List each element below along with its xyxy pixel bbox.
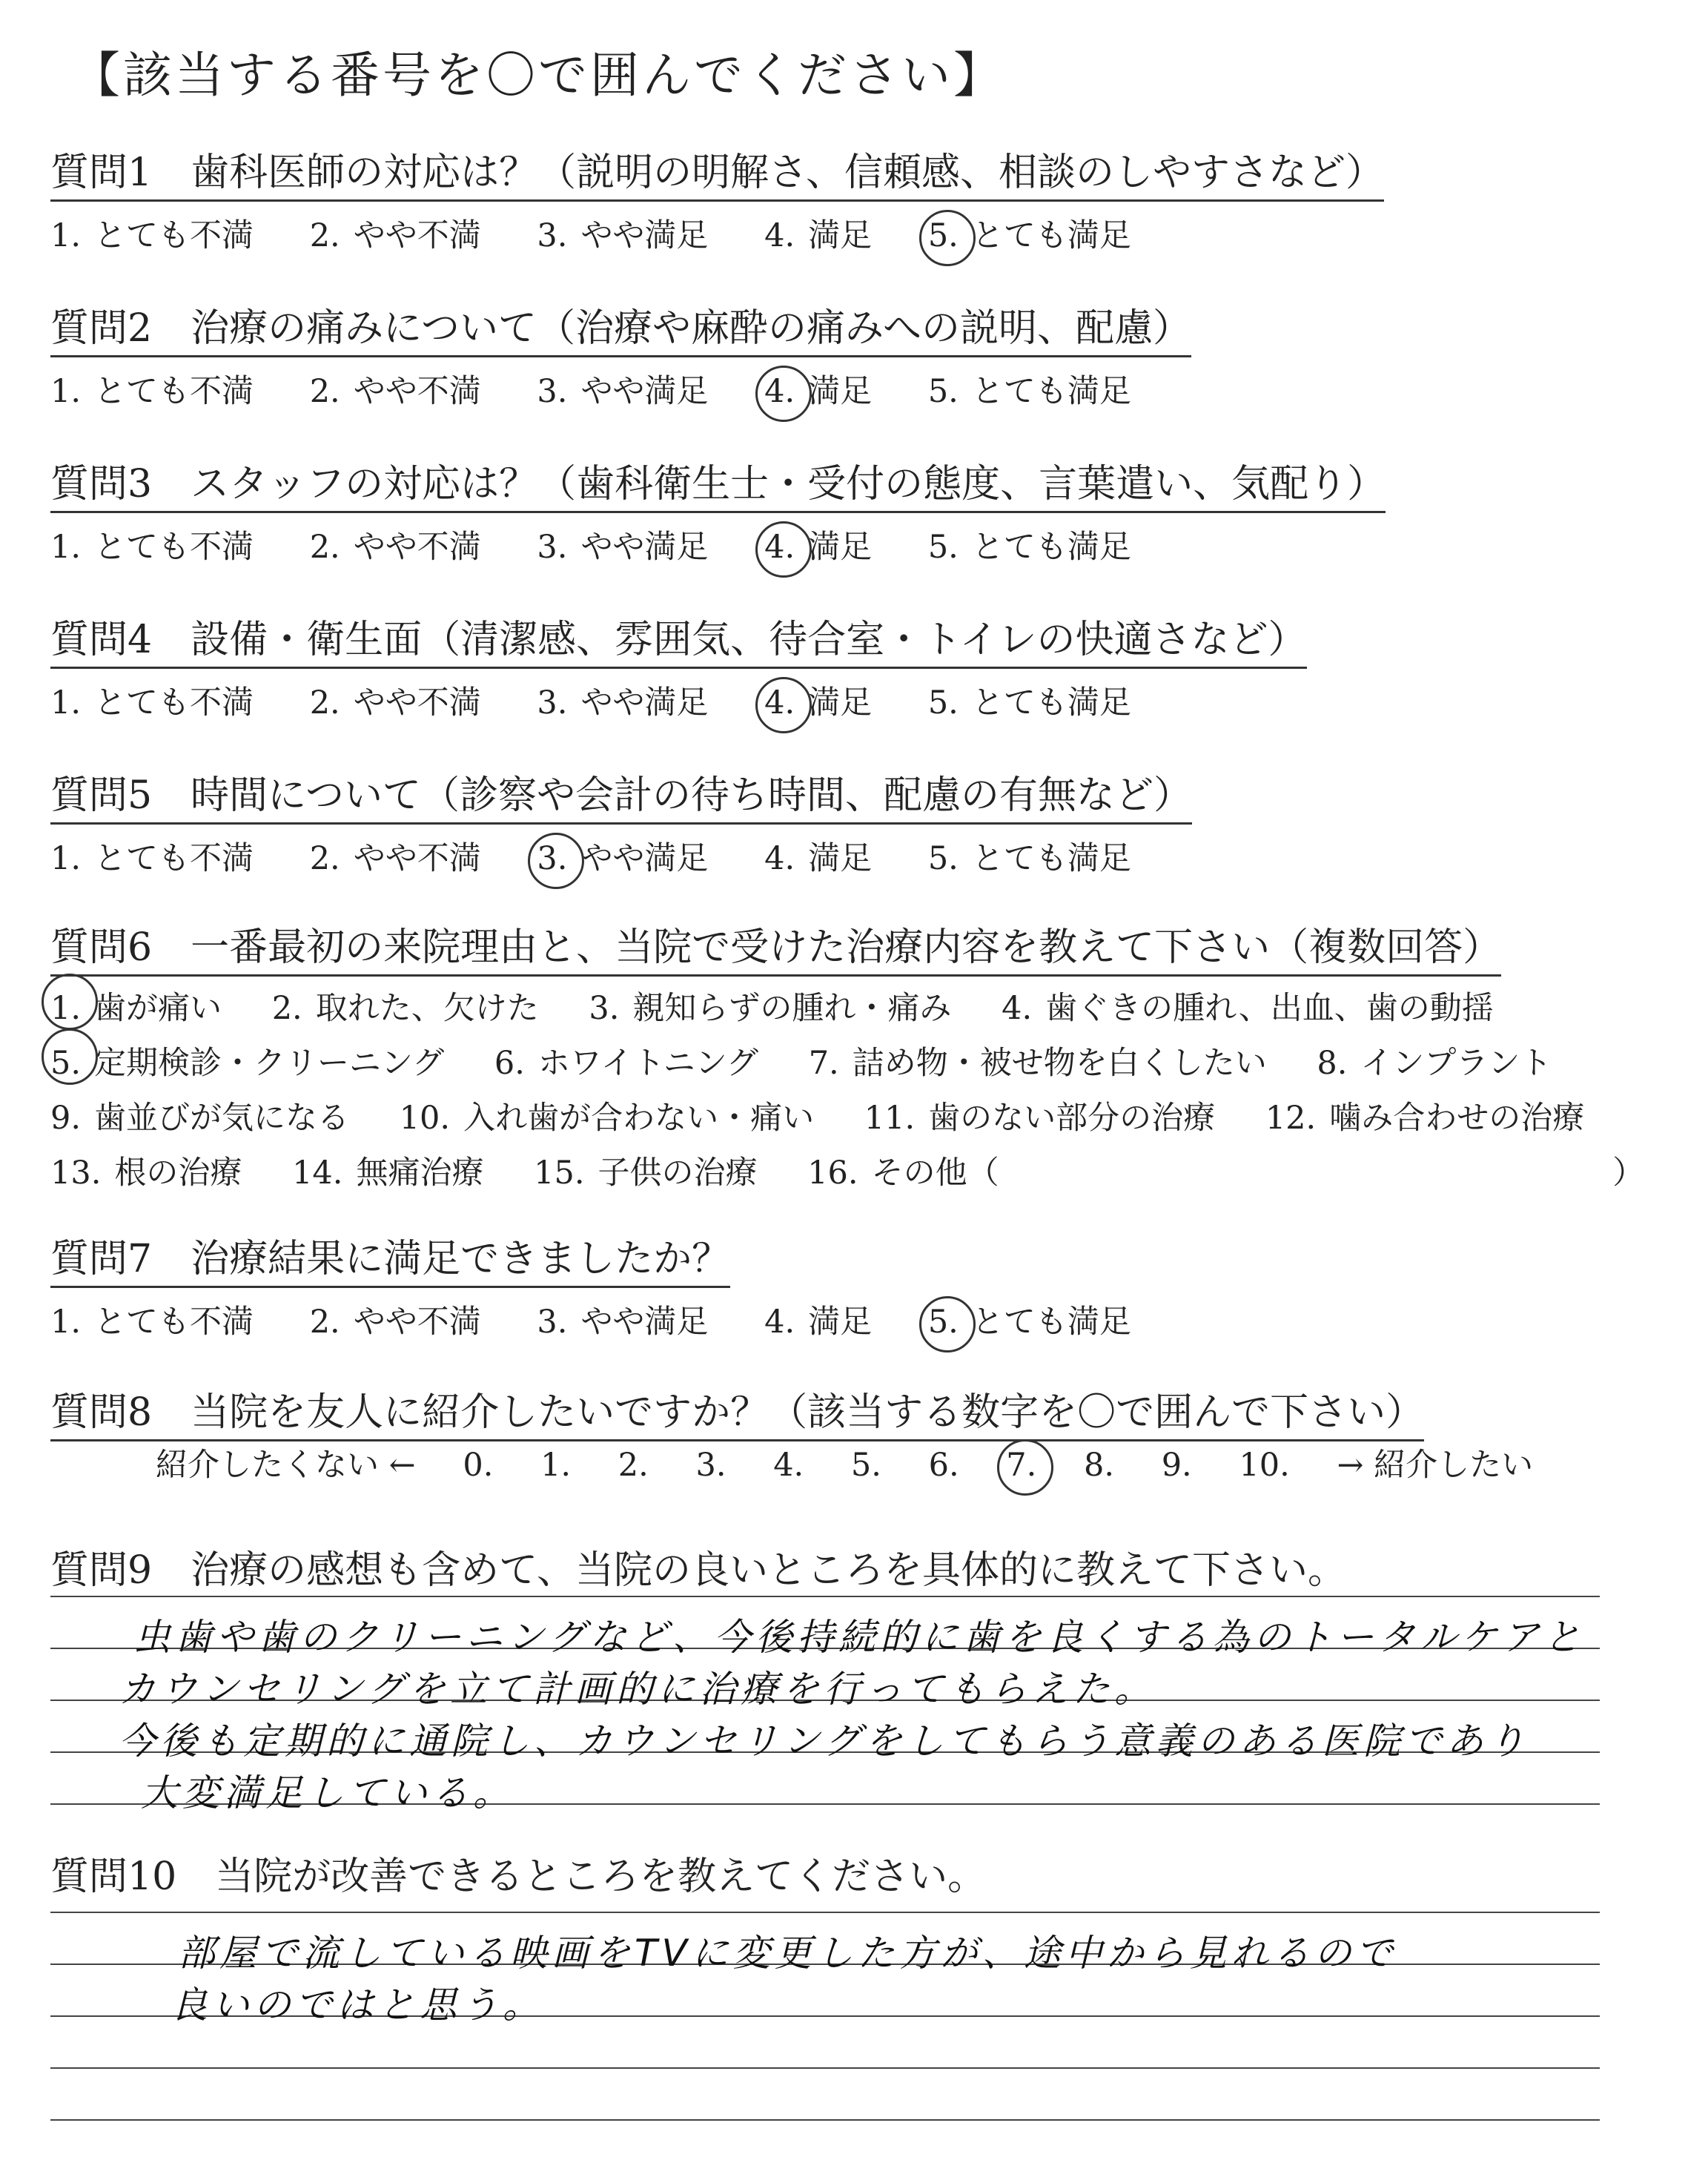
q6-option-5[interactable]: 5. 定期検診・クリーニング <box>50 1036 444 1091</box>
scale-1[interactable]: 1. <box>540 1447 572 1484</box>
q7-option-4[interactable]: 4. 満足 <box>764 1304 873 1341</box>
scale-9[interactable]: 9. <box>1161 1447 1192 1484</box>
selection-circle: 5. <box>927 1304 959 1341</box>
q6-option-3[interactable]: 3. 親知らずの腫れ・痛み <box>589 990 952 1027</box>
question-5-title: 質問5 時間について（診察や会計の待ち時間、配慮の有無など） <box>50 764 1192 825</box>
scale-0[interactable]: 0. <box>463 1447 494 1484</box>
q6-row-2 <box>50 1036 1644 1091</box>
q7-option-2[interactable]: 2. やや不満 <box>309 1304 481 1341</box>
q3-option-4[interactable]: 4. 満足 <box>764 529 873 566</box>
scale-3[interactable]: 3. <box>695 1447 726 1484</box>
q5-option-4[interactable]: 4. 満足 <box>764 840 873 877</box>
q9-handwritten-line-1: 虫歯や歯のクリーニングなど、今後持続的に歯を良くする為のトータルケアと <box>133 1616 1585 1659</box>
scale-8[interactable]: 8. <box>1084 1447 1115 1484</box>
q2-option-1[interactable]: 1. とても不満 <box>50 373 254 410</box>
question-4-options <box>50 678 1307 723</box>
answer-line <box>50 1912 1600 1913</box>
q6-row-4 <box>50 1146 1644 1200</box>
q7-option-5[interactable]: 5. とても満足 <box>927 1304 1131 1341</box>
question-2-options <box>50 366 1191 412</box>
question-5 <box>50 764 1192 879</box>
q3-option-1[interactable]: 1. とても不満 <box>50 529 254 566</box>
question-4 <box>50 608 1307 723</box>
q2-option-4[interactable]: 4. 満足 <box>764 373 873 410</box>
selection-circle: 4. <box>764 373 795 410</box>
question-1-options <box>50 211 1384 256</box>
question-2 <box>50 297 1191 412</box>
q4-option-2[interactable]: 2. やや不満 <box>309 684 481 721</box>
question-7-title: 質問7 治療結果に満足できましたか？ <box>50 1227 730 1288</box>
q1-option-1[interactable]: 1. とても不満 <box>50 217 254 254</box>
q2-option-3[interactable]: 3. やや満足 <box>537 373 709 410</box>
question-8-title: 質問8 当院を友人に紹介したいですか？（該当する数字を〇で囲んで下さい） <box>50 1381 1424 1441</box>
q6-option-14[interactable]: 14. 無痛治療 <box>292 1155 484 1192</box>
question-9-title: 質問9 治療の感想も含めて、当院の良いところを具体的に教えて下さい。 <box>50 1548 1347 1593</box>
other-close-paren: ） <box>1612 1155 1645 1192</box>
q5-option-1[interactable]: 1. とても不満 <box>50 840 254 877</box>
q3-option-5[interactable]: 5. とても満足 <box>927 529 1131 566</box>
scale-2[interactable]: 2. <box>618 1447 649 1484</box>
q4-option-1[interactable]: 1. とても不満 <box>50 684 254 721</box>
q1-option-4[interactable]: 4. 満足 <box>764 217 873 254</box>
answer-line <box>50 2119 1600 2121</box>
q1-option-5[interactable]: 5. とても満足 <box>927 217 1131 254</box>
q5-option-3[interactable]: 3. やや満足 <box>537 840 709 877</box>
q2-option-5[interactable]: 5. とても満足 <box>927 373 1131 410</box>
question-3 <box>50 452 1386 567</box>
selection-circle: 5. <box>50 1036 81 1091</box>
q1-option-2[interactable]: 2. やや不満 <box>309 217 481 254</box>
q3-option-3[interactable]: 3. やや満足 <box>537 529 709 566</box>
answer-line <box>50 2067 1600 2069</box>
q6-option-16[interactable]: 16. その他（ <box>807 1155 999 1192</box>
q7-option-1[interactable]: 1. とても不満 <box>50 1304 254 1341</box>
selection-circle: 1. <box>50 981 81 1036</box>
selection-circle: 4. <box>764 529 795 566</box>
question-6-title: 質問6 一番最初の来院理由と、当院で受けた治療内容を教えて下さい（複数回答） <box>50 916 1501 977</box>
q9-handwritten-line-3: 今後も定期的に通院し、カウンセリングをしてもらう意義のある医院であり <box>119 1720 1529 1763</box>
q1-option-3[interactable]: 3. やや満足 <box>537 217 709 254</box>
q6-option-6[interactable]: 6. ホワイトニング <box>494 1045 759 1082</box>
q6-option-2[interactable]: 2. 取れた、欠けた <box>271 990 539 1027</box>
q6-option-1[interactable]: 1. 歯が痛い <box>50 981 222 1036</box>
answer-line <box>50 1596 1600 1597</box>
question-5-options <box>50 833 1192 879</box>
q7-option-3[interactable]: 3. やや満足 <box>537 1304 709 1341</box>
question-2-title: 質問2 治療の痛みについて（治療や麻酔の痛みへの説明、配慮） <box>50 297 1191 357</box>
q10-handwritten-line-2: 良いのではと思う。 <box>171 1984 544 2027</box>
q5-option-2[interactable]: 2. やや不満 <box>309 840 481 877</box>
q6-option-7[interactable]: 7. 詰め物・被せ物を白くしたい <box>808 1045 1267 1082</box>
scale-6[interactable]: 6. <box>928 1447 959 1484</box>
scale-right-label: → 紹介したい <box>1337 1447 1534 1484</box>
scale-4[interactable]: 4. <box>773 1447 804 1484</box>
q6-option-8[interactable]: 8. インプラント <box>1317 1045 1552 1082</box>
q6-option-9[interactable]: 9. 歯並びが気になる <box>50 1100 350 1137</box>
q10-handwritten-line-1: 部屋で流している映画をTVに変更した方が、途中から見れるので <box>178 1932 1397 1975</box>
q3-option-2[interactable]: 2. やや不満 <box>309 529 481 566</box>
q6-option-12[interactable]: 12. 噛み合わせの治療 <box>1265 1100 1585 1137</box>
question-7 <box>50 1227 1177 1342</box>
question-4-title: 質問4 設備・衛生面（清潔感、雰囲気、待合室・トイレの快適さなど） <box>50 608 1307 669</box>
question-6-options <box>50 981 1644 1200</box>
q6-option-15[interactable]: 15. 子供の治療 <box>534 1155 758 1192</box>
q9-handwritten-line-4: 大変満足している。 <box>141 1771 514 1814</box>
q9-handwritten-line-2: カウンセリングを立て計画的に治療を行ってもらえた。 <box>119 1668 1156 1711</box>
recommend-scale <box>156 1440 1570 1485</box>
question-1-title: 質問1 歯科医師の対応は？（説明の明解さ、信頼感、相談のしやすさなど） <box>50 141 1384 202</box>
q6-option-13[interactable]: 13. 根の治療 <box>50 1155 242 1192</box>
q6-row-3 <box>50 1091 1644 1146</box>
selection-circle: 4. <box>764 684 795 721</box>
q6-row-1 <box>50 981 1644 1036</box>
question-6 <box>50 916 1644 1200</box>
scale-left-label: 紹介したくない ← <box>156 1447 416 1484</box>
selection-circle: 3. <box>537 840 568 877</box>
question-3-title: 質問3 スタッフの対応は？（歯科衛生士・受付の態度、言葉遣い、気配り） <box>50 452 1386 513</box>
q4-option-3[interactable]: 3. やや満足 <box>537 684 709 721</box>
q4-option-4[interactable]: 4. 満足 <box>764 684 873 721</box>
question-10-title: 質問10 当院が改善できるところを教えてください。 <box>50 1855 987 1899</box>
scale-5[interactable]: 5. <box>850 1447 881 1484</box>
scale-10[interactable]: 10. <box>1239 1447 1290 1484</box>
q6-option-11[interactable]: 11. 歯のない部分の治療 <box>864 1100 1216 1137</box>
q6-option-4[interactable]: 4. 歯ぐきの腫れ、出血、歯の動揺 <box>1002 990 1494 1027</box>
question-1 <box>50 141 1384 256</box>
q4-option-5[interactable]: 5. とても満足 <box>927 684 1131 721</box>
q5-option-5[interactable]: 5. とても満足 <box>927 840 1131 877</box>
question-8 <box>50 1381 1424 1441</box>
question-3-options <box>50 522 1386 567</box>
q2-option-2[interactable]: 2. やや不満 <box>309 373 481 410</box>
scale-7[interactable]: 7. <box>1006 1447 1037 1484</box>
page-title: 【該当する番号を〇で囲んでください】 <box>71 47 1005 104</box>
question-7-options <box>50 1297 1177 1342</box>
selection-circle: 5. <box>927 217 959 254</box>
q6-option-10[interactable]: 10. 入れ歯が合わない・痛い <box>399 1100 815 1137</box>
